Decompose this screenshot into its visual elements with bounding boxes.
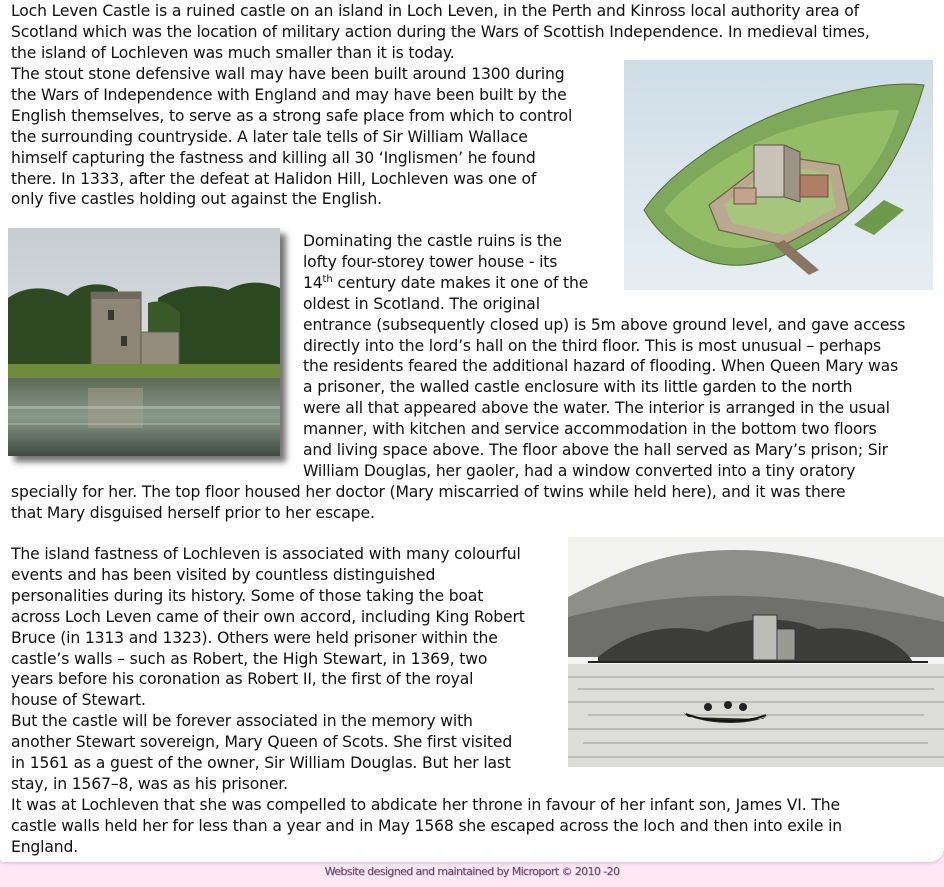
text-line: in 1561 as a guest of the owner, Sir William Douglas. But her last [11, 753, 511, 772]
text-line: there. In 1333, after the defeat at Halidon Hill, Lochleven was one of [11, 169, 537, 188]
text-line: the surrounding countryside. A later tale tells of Sir William Wallace [11, 127, 528, 146]
text-line: Bruce (in 1313 and 1323). Others were held prisoner within the [11, 628, 498, 647]
doctor-paragraph [11, 482, 846, 524]
text-line: only five castles holding out against the English. [11, 190, 382, 209]
text-line: Scotland which was the location of military action during the Wars of Scottish Independence. In medieval times, [11, 22, 870, 41]
text-line: entrance (subsequently closed up) is 5m above ground level, and gave access [303, 315, 906, 334]
castle-engraving-illustration [568, 537, 944, 767]
footer-years: 2010 -20 [574, 865, 620, 878]
text-line: the Wars of Independence with England and may have been built by the [11, 85, 567, 104]
text-line: a prisoner, the walled castle enclosure with its little garden to the north [303, 378, 853, 397]
text-line: English themselves, to serve as a strong safe place from which to control [11, 106, 573, 125]
text-line: across Loch Leven came of their own accord, including King Robert [11, 607, 525, 626]
text-line: William Douglas, her gaoler, had a window converted into a tiny oratory [303, 461, 856, 480]
text-line: the island of Lochleven was much smaller than it is today. [11, 43, 455, 62]
tower-house-photo [8, 228, 280, 456]
wall-paragraph [11, 64, 572, 210]
text-line: manner, with kitchen and service accommodation in the bottom two floors [303, 420, 877, 439]
text-line: specially for her. The top floor housed her doctor (Mary miscarried of twins while held here), and it was there [11, 483, 846, 501]
text-line: lofty four-storey tower house - its [303, 252, 558, 271]
text-line: events and has been visited by countless distinguished [11, 565, 436, 584]
text-fragment: century date makes it one of the [332, 273, 589, 292]
century-number: 14 [303, 273, 323, 292]
text-line: another Stewart sovereign, Mary Queen of Scots. She first visited [11, 732, 513, 751]
text-line: himself capturing the fastness and killing all 30 ‘Inglismen’ he found [11, 148, 536, 167]
text-line: and living space above. The floor above the hall served as Mary’s prison; Sir [303, 441, 888, 460]
island-paragraph [11, 544, 525, 711]
mary-paragraph [11, 711, 512, 795]
abdication-paragraph [11, 795, 842, 858]
text-line: It was at Lochleven that she was compelled to abdicate her throne in favour of her infant son, James VI. The [11, 796, 840, 814]
text-line: castle walls held her for less than a year and in May 1568 she escaped across the loch and then into exile in [11, 816, 843, 835]
text-line: Loch Leven Castle is a ruined castle on an island in Loch Leven, in the Perth and Kinross local authority area of [11, 2, 859, 20]
text-line: stay, in 1567–8, was as his prisoner. [11, 774, 288, 793]
text-line: the residents feared the additional hazard of flooding. When Queen Mary was [303, 357, 899, 376]
text-line: that Mary disguised herself prior to her escape. [11, 503, 375, 522]
intro-paragraph [11, 1, 870, 64]
text-line: castle’s walls – such as Robert, the High Stewart, in 1369, two [11, 649, 488, 668]
text-line: The stout stone defensive wall may have been built around 1300 during [11, 65, 565, 83]
text-line: The island fastness of Lochleven is associated with many colourful [11, 545, 521, 563]
text-line: Dominating the castle ruins is the [303, 232, 562, 250]
text-line: years before his coronation as Robert II, the first of the royal [11, 670, 474, 689]
site-footer [0, 862, 944, 887]
footer-credit: Website designed and maintained by Microport [324, 865, 559, 878]
text-line: were all that appeared above the water. The interior is arranged in the usual [303, 399, 890, 418]
text-line: personalities during its history. Some of those taking the boat [11, 586, 484, 605]
text-line: oldest in Scotland. The original [303, 294, 540, 313]
copyright-icon: © [561, 865, 572, 878]
text-line: England. [11, 837, 79, 856]
text-line: house of Stewart. [11, 691, 146, 710]
text-line: directly into the lord’s hall on the third floor. This is most unusual – perhaps [303, 336, 882, 355]
castle-aerial-illustration [624, 60, 933, 290]
text-line: But the castle will be forever associated in the memory with [11, 712, 473, 730]
ordinal-suffix: th [322, 273, 333, 285]
